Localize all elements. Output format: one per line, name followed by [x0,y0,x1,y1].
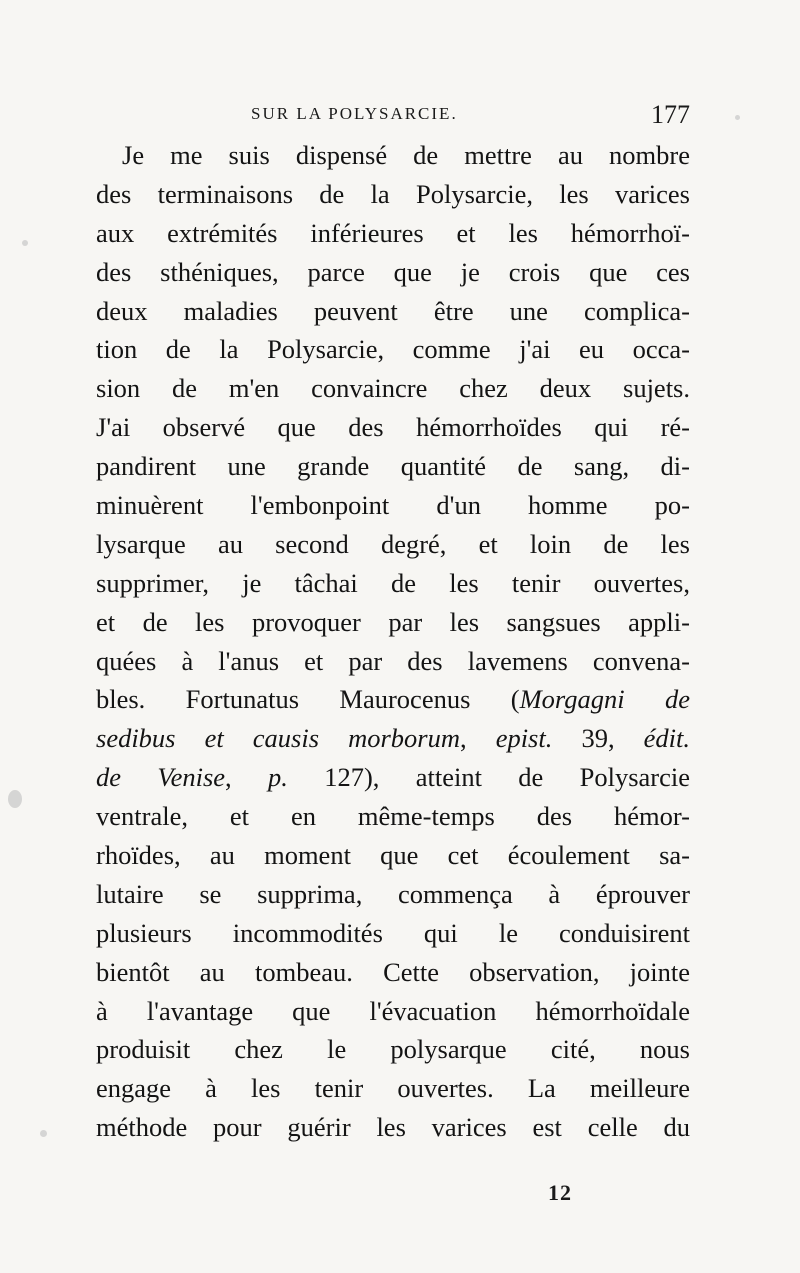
text-line: lutaire se supprima, commença à éprouver [96,878,690,909]
text-line: quées à l'anus et par des lavemens convena- [96,645,690,676]
text-line: lysarque au second degré, et loin de les [96,528,690,559]
paper-speck [8,790,22,808]
text-line: méthode pour guérir les varices est celle du [96,1112,690,1143]
text-line: des terminaisons de la Polysarcie, les varices [96,178,690,209]
text-line: pandirent une grande quantité de sang, di- [96,451,690,482]
body-text [96,136,690,1147]
text-line: engage à les tenir ouvertes. La meilleure [96,1073,690,1104]
text-run-italic: epist. [495,723,553,754]
text-run: , [459,723,496,754]
paper-speck [22,240,28,246]
text-run-italic: de Venise [96,762,226,793]
text-line: des sthéniques, parce que je crois que ces [96,256,690,287]
text-line: J'ai observé que des hémorrhoïdes qui ré- [96,412,690,443]
text-line: bientôt au tombeau. Cette observation, jointe [96,956,690,987]
text-run: 127), atteint de Polysarcie [287,762,690,793]
text-line: plusieurs incommodités qui le conduisirent [96,917,690,948]
text-line [96,680,690,719]
text-line: supprimer, je tâchai de les tenir ouvertes, [96,567,690,598]
page-number: 177 [651,100,690,129]
text-line: aux extrémités inférieures et les hémorrhoï- [96,217,690,248]
text-line: à l'avantage que l'évacuation hémorrhoïdale [96,995,690,1026]
text-line: rhoïdes, au moment que cet écoulement sa- [96,840,690,871]
text-run-italic: p. [268,762,288,793]
signature-mark: 12 [548,1180,572,1205]
paper-speck [40,1130,47,1137]
text-line: produisit chez le polysarque cité, nous [96,1034,690,1065]
text-run: , [225,762,268,793]
running-title: SUR LA POLYSARCIE. [251,104,458,123]
text-line: minuèrent l'embonpoint d'un homme po- [96,490,690,521]
text-line: et de les provoquer par les sangsues appli- [96,606,690,637]
text-run: 39, [552,723,644,754]
text-line [96,719,690,758]
text-run-italic: Morgagni de [519,684,690,715]
text-run-italic: édit. [643,723,690,754]
text-line: tion de la Polysarcie, comme j'ai eu occa- [96,334,690,365]
text-run: bles. Fortunatus Maurocenus ( [96,684,520,715]
text-run-italic: sedibus et causis morborum [96,723,460,754]
text-line: deux maladies peuvent être une complica- [96,295,690,326]
text-line [96,758,690,797]
text-line: Je me suis dispensé de mettre au nombre [122,140,690,170]
text-line: ventrale, et en même-temps des hémor- [96,801,690,832]
running-header [96,100,690,134]
paper-speck [735,115,740,120]
text-line: sion de m'en convaincre chez deux sujets. [96,373,690,404]
